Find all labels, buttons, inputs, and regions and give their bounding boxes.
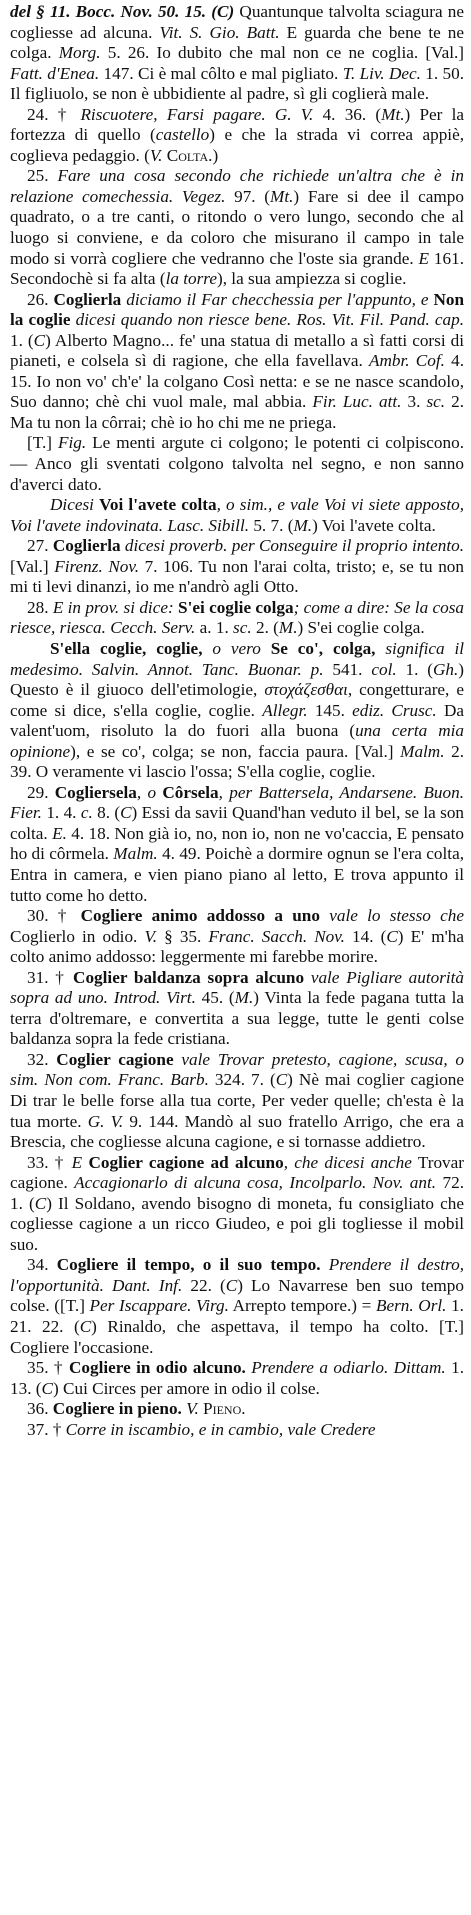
- text-segment: Firenz. Nov.: [54, 556, 140, 576]
- text-segment: Cogliersela: [54, 782, 137, 802]
- text-segment: sc.: [426, 392, 446, 412]
- entry-paragraph-p26: [10, 290, 464, 434]
- text-segment: 5. 26. Io dubito che mal non ce ne coglia. [Val.]: [100, 43, 464, 63]
- text-segment: [Val.]: [10, 556, 55, 576]
- text-segment: castello: [155, 125, 210, 145]
- text-segment: S'ei coglie colga: [178, 597, 294, 617]
- text-segment: 37. †: [27, 1419, 66, 1439]
- text-segment: 34.: [27, 1255, 57, 1275]
- text-segment: E: [71, 1152, 83, 1172]
- text-segment: E: [418, 248, 430, 268]
- text-segment: del § 11. Bocc. Nov. 50. 15. (C): [10, 2, 235, 21]
- text-segment: vale lo stesso che: [329, 906, 465, 926]
- text-segment: ) Cui Circes per amore in odio il colse.: [52, 1378, 320, 1398]
- text-segment: V.: [144, 926, 158, 946]
- text-segment: , che dicesi anche: [283, 1152, 412, 1172]
- text-segment: E guarda che bene te ne colga.: [10, 22, 464, 63]
- text-segment: V.: [186, 1399, 199, 1419]
- text-segment: V.: [149, 145, 163, 165]
- text-segment: Quantunque talvolta sciagura ne cogliesse ad alcuna.: [10, 2, 464, 42]
- entry-paragraph-p28: [10, 598, 464, 639]
- text-segment: Malm.: [113, 844, 158, 864]
- text-segment: Colta: [166, 145, 209, 165]
- text-segment: 22. (: [182, 1275, 226, 1295]
- text-segment: 45. (: [195, 988, 235, 1008]
- text-segment: Fare una cosa secondo che richiede un'altra che è in relazione comechessia. Vegez.: [10, 166, 464, 206]
- text-segment: 1. 21. 22. (: [10, 1296, 464, 1336]
- entry-paragraph-p34: [10, 1255, 464, 1358]
- text-segment: 2. (: [251, 618, 279, 638]
- text-segment: 7. 106. Tu non l'arai colta, tristo; e, se tu non mi ti levi dinanzi, io me n'andrò agli Otto.: [10, 556, 464, 597]
- text-segment: o vero: [202, 638, 261, 658]
- text-segment: ) Nè mai coglier cagione Di trar le belle forse alla tua corte, Per veder quelle; ch'esta è la tua morte.: [10, 1070, 464, 1131]
- text-segment: ; come a dire: Se la cosa riesce, riesca. Cecch. Serv.: [10, 597, 464, 638]
- text-segment: Ambr. Cof.: [368, 351, 445, 371]
- text-segment: 161. Secondochè si fa alta (: [10, 248, 465, 289]
- entry-paragraph-p26-dicesi: [10, 495, 464, 536]
- text-segment: 1. (: [396, 659, 433, 679]
- text-segment: la torre: [165, 269, 217, 289]
- text-segment: ), e se co', colga; se non, faccia paura. [Val.]: [70, 741, 401, 761]
- entry-paragraph-p31: [10, 968, 464, 1050]
- text-segment: 31. †: [27, 967, 74, 987]
- text-segment: 147. Ci è mal côlto e mal pigliato.: [99, 63, 343, 83]
- text-segment: ) Fare si dee il campo quadrato, o a tre canti, o ritondo o vero lungo, secondo che al luogo si conviene, e da coloro che misurano il campo in tale modo si vorrà cogliere che vedranno che l'oste sia grande.: [10, 186, 464, 268]
- text-segment: 4. 15. Io non vo' ch'e' la colgano Così netta: e se ne nasce scandolo, Suo danno; chè chi vuol male, mal abbia.: [10, 351, 465, 412]
- text-segment: 3.: [401, 392, 427, 412]
- text-segment: 25.: [27, 166, 58, 186]
- text-segment: ) Essi da savii Quand'han veduto il bel, se la son colta.: [10, 803, 465, 843]
- text-segment: 29.: [27, 782, 55, 802]
- text-segment: 2. 39. O veramente vi lascio l'ossa; S'ella coglie, coglie.: [10, 741, 465, 782]
- entry-paragraph-p24: [10, 105, 464, 167]
- text-segment: 4. 36. (: [313, 104, 382, 124]
- text-segment: Morg.: [58, 43, 101, 63]
- text-segment: 4. 49. Poichè a dormire ognun se l'era colta, Entra in camera, e vien piano piano al letto, E trova appunto il tutto come ho detto.: [10, 844, 464, 905]
- text-segment: Riscuotere, Farsi pagare. G. V.: [80, 104, 314, 124]
- text-segment: ) Vinta la fede pagana tutta la terra d'oltremare, e convertita a sua legge, tutte le genti colse baldanza sopra la fede cristiana.: [10, 988, 464, 1049]
- text-segment: Le menti argute ci colgono; le potenti ci colpiscono. — Anco gli sventati colgono talvolta nel segno, e non sanno d'averci dato.: [10, 433, 464, 494]
- text-segment: a. 1.: [195, 618, 234, 638]
- text-segment: Franc. Sacch. Nov.: [208, 926, 345, 946]
- text-segment: Gh.: [432, 659, 459, 679]
- text-segment: ) Rinaldo, che aspettava, il tempo ha colto. [T.] Cogliere l'occasione.: [10, 1317, 464, 1357]
- text-segment: Cogliere animo addosso a uno: [80, 906, 320, 926]
- text-segment: , o: [136, 782, 157, 802]
- text-segment: [321, 1255, 329, 1274]
- text-segment: 32.: [27, 1049, 57, 1069]
- text-segment: Prendere a odiarlo. Dittam.: [251, 1358, 446, 1378]
- text-segment: C: [79, 1317, 92, 1336]
- text-segment: 24. †: [27, 104, 81, 124]
- text-segment: ediz. Crusc.: [352, 700, 437, 720]
- text-segment: Mt.: [270, 186, 294, 206]
- text-segment: ), la sua ampiezza si coglie.: [216, 269, 407, 289]
- entry-paragraph-p27: [10, 536, 464, 598]
- text-segment: 97. (: [225, 186, 271, 206]
- text-segment: Corre in iscambio, e in cambio, vale Credere: [65, 1419, 376, 1439]
- text-segment: Pieno: [203, 1399, 242, 1419]
- text-segment: 33. †: [27, 1152, 72, 1172]
- text-segment: Prendere il destro, l'opportunità. Dant. Inf.: [10, 1255, 465, 1295]
- text-segment: 28.: [27, 597, 53, 617]
- text-segment: ) E' m'ha colto animo addosso: leggermente mi farebbe morire.: [10, 926, 464, 967]
- text-segment: M.: [293, 515, 313, 535]
- text-segment: C: [275, 1070, 288, 1090]
- text-segment: 2. Ma tu non la côrrai; chè io ho chi me ne priega.: [10, 392, 465, 432]
- text-segment: Accagionarlo di alcuna cosa, Incolparlo. Nov. ant.: [74, 1173, 437, 1193]
- entry-paragraph-p28-sella: [10, 639, 464, 783]
- entry-paragraph-p32: [10, 1050, 464, 1153]
- text-segment: Coglierla: [52, 536, 121, 556]
- text-segment: Fatt. d'Enea.: [10, 63, 100, 83]
- text-segment: Allegr.: [262, 700, 308, 720]
- text-segment: C: [41, 1378, 53, 1398]
- text-segment: sc.: [233, 618, 252, 638]
- text-segment: 30. †: [27, 906, 81, 926]
- text-segment: vale Trovar pretesto, cagione, scusa, o sim. Non com. Franc. Barb.: [10, 1049, 465, 1090]
- text-segment: 1. 50. Il figliuolo, se non è ubbidiente al padre, sì gli coglierà male.: [10, 63, 465, 104]
- text-segment: ) Per la fortezza di quello (: [10, 104, 464, 145]
- entry-paragraph-p35: [10, 1358, 464, 1399]
- text-segment: 8. (: [92, 803, 121, 823]
- text-segment: Coglier baldanza sopra alcuno: [73, 967, 305, 987]
- text-segment: 145.: [307, 700, 353, 720]
- text-segment: M.: [278, 618, 298, 638]
- text-segment: .): [208, 145, 219, 165]
- text-segment: 27.: [27, 536, 53, 556]
- text-segment: ) Questo è il giuoco dell'etimologie,: [10, 659, 465, 700]
- entry-paragraph-intro: [10, 2, 464, 105]
- text-segment: Cogliere il tempo, o il suo tempo.: [56, 1255, 321, 1275]
- text-segment: 36.: [27, 1399, 53, 1419]
- text-segment: C: [33, 330, 46, 350]
- text-segment: στοχάζεσθαι: [264, 680, 348, 700]
- text-segment: C: [120, 803, 132, 823]
- text-segment: [261, 639, 271, 658]
- text-segment: 1. 13. (: [10, 1358, 465, 1398]
- text-segment: 26.: [27, 289, 54, 309]
- entry-paragraph-p36: [10, 1399, 464, 1420]
- text-segment: [304, 968, 311, 987]
- text-segment: Coglierlo in odio.: [10, 926, 145, 946]
- text-segment: Coglier cagione ad alcuno: [88, 1152, 284, 1172]
- entry-paragraph-p30: [10, 906, 464, 968]
- entry-paragraph-p26-fig: [10, 433, 464, 495]
- text-segment: Voi l'avete colta: [99, 495, 217, 515]
- text-segment: C: [34, 1193, 47, 1213]
- text-segment: Vit. S. Gio. Batt.: [159, 22, 280, 42]
- text-segment: ) Lo Navarrese ben suo tempo colse. ([T.]: [10, 1275, 464, 1316]
- text-segment: ) Alberto Magno... fe' una statua di metallo a sì fatti corsi di pianeti, e colsela sì di ragione, che ella favellava.: [10, 330, 464, 371]
- text-segment: Se co', colga,: [270, 638, 376, 658]
- text-segment: Fir. Luc. att.: [312, 392, 402, 412]
- text-segment: 541.: [323, 659, 372, 679]
- text-segment: vale Pigliare autorità sopra ad uno. Introd. Virt.: [10, 967, 465, 1008]
- text-segment: Non la coglie: [10, 289, 465, 330]
- text-segment: [T.]: [27, 433, 58, 453]
- text-segment: col.: [371, 659, 397, 679]
- text-segment: 324. 7. (: [208, 1070, 276, 1090]
- text-segment: ) Voi l'avete colta.: [312, 515, 436, 535]
- text-segment: Mt.: [381, 104, 405, 124]
- text-segment: 5. 7. (: [249, 515, 294, 535]
- text-segment: diciamo il Far checchessia per l'appunto, e: [126, 289, 429, 309]
- entry-paragraph-p33: [10, 1153, 464, 1256]
- text-segment: G. V.: [87, 1111, 124, 1131]
- text-segment: dicesi proverb. per Conseguire il proprio intento.: [124, 536, 465, 556]
- text-segment: E in prov. si dice:: [52, 597, 174, 617]
- text-segment: Dicesi: [50, 495, 94, 515]
- text-segment: Da valent'uom, risoluto la do fuori alla buona (: [10, 700, 465, 741]
- text-segment: ) S'ei coglie colga.: [297, 618, 425, 638]
- text-segment: S'ella coglie, coglie,: [50, 638, 203, 658]
- text-segment: Bern. Orl.: [375, 1296, 447, 1316]
- entry-paragraph-p25: [10, 166, 464, 289]
- text-segment: c.: [80, 803, 93, 823]
- text-segment: M.: [234, 988, 254, 1008]
- text-segment: , per Battersela, Andarsene. Buon. Fier.: [10, 782, 464, 823]
- text-segment: Trovar cagione.: [10, 1152, 465, 1193]
- text-segment: .: [241, 1399, 246, 1419]
- text-segment: 14. (: [344, 926, 387, 946]
- text-segment: Fig.: [57, 433, 87, 453]
- text-segment: Malm.: [400, 741, 445, 761]
- text-segment: ) e che la strada vi correa appiè, coglieva pedaggio. (: [10, 125, 464, 165]
- text-segment: Coglier cagione: [56, 1049, 174, 1069]
- text-segment: , o sim., e vale Voi vi siete apposto, Voi l'avete indovinata. Lasc. Sibill.: [10, 495, 464, 535]
- entry-paragraph-p37: [10, 1420, 464, 1441]
- text-segment: 9. 144. Mandò al suo fratello Arrigo, che era a Brescia, che cogliesse alcuna cagione, e si tornasse addietro.: [10, 1111, 464, 1152]
- text-segment: Coglierla: [53, 289, 122, 309]
- text-segment: 4. 18. Non già io, no, non io, non ne vo'caccia, E pensato ho di côrmela.: [10, 823, 464, 864]
- text-segment: 72. 1. (: [10, 1173, 464, 1213]
- text-segment: C: [225, 1275, 238, 1295]
- text-segment: E.: [52, 823, 67, 843]
- text-segment: Cogliere in pieno.: [52, 1399, 182, 1419]
- text-segment: Côrsela: [162, 782, 219, 802]
- text-segment: ) Il Soldano, avendo bisogno di moneta, fu consigliato che cogliesse cagione a un ricco Giudeo, e poi gli togliesse il mobil suo.: [10, 1193, 464, 1254]
- text-segment: § 35.: [157, 926, 209, 946]
- entry-paragraph-p29: [10, 783, 464, 906]
- text-segment: significa il medesimo. Salvin. Annot. Tanc. Buonar. p.: [10, 638, 465, 679]
- text-segment: dicesi quando non riesce bene. Ros. Vit. Fil. Pand. cap.: [75, 310, 465, 330]
- text-segment: Arrepto tempore.) =: [228, 1296, 376, 1316]
- text-segment: , congetturare, e come si dice, s'ella coglie, coglie.: [10, 680, 464, 720]
- text-segment: C: [386, 926, 398, 946]
- text-segment: T. Liv. Dec.: [342, 63, 421, 83]
- text-segment: 1. (: [10, 330, 34, 350]
- text-segment: Cogliere in odio alcuno.: [69, 1358, 246, 1378]
- text-segment: 35. †: [27, 1358, 70, 1378]
- text-segment: 1. 4.: [41, 803, 81, 823]
- text-segment: Per Iscappare. Virg.: [89, 1296, 229, 1316]
- text-segment: una certa mia opinione: [10, 721, 464, 761]
- text-segment: [320, 906, 329, 925]
